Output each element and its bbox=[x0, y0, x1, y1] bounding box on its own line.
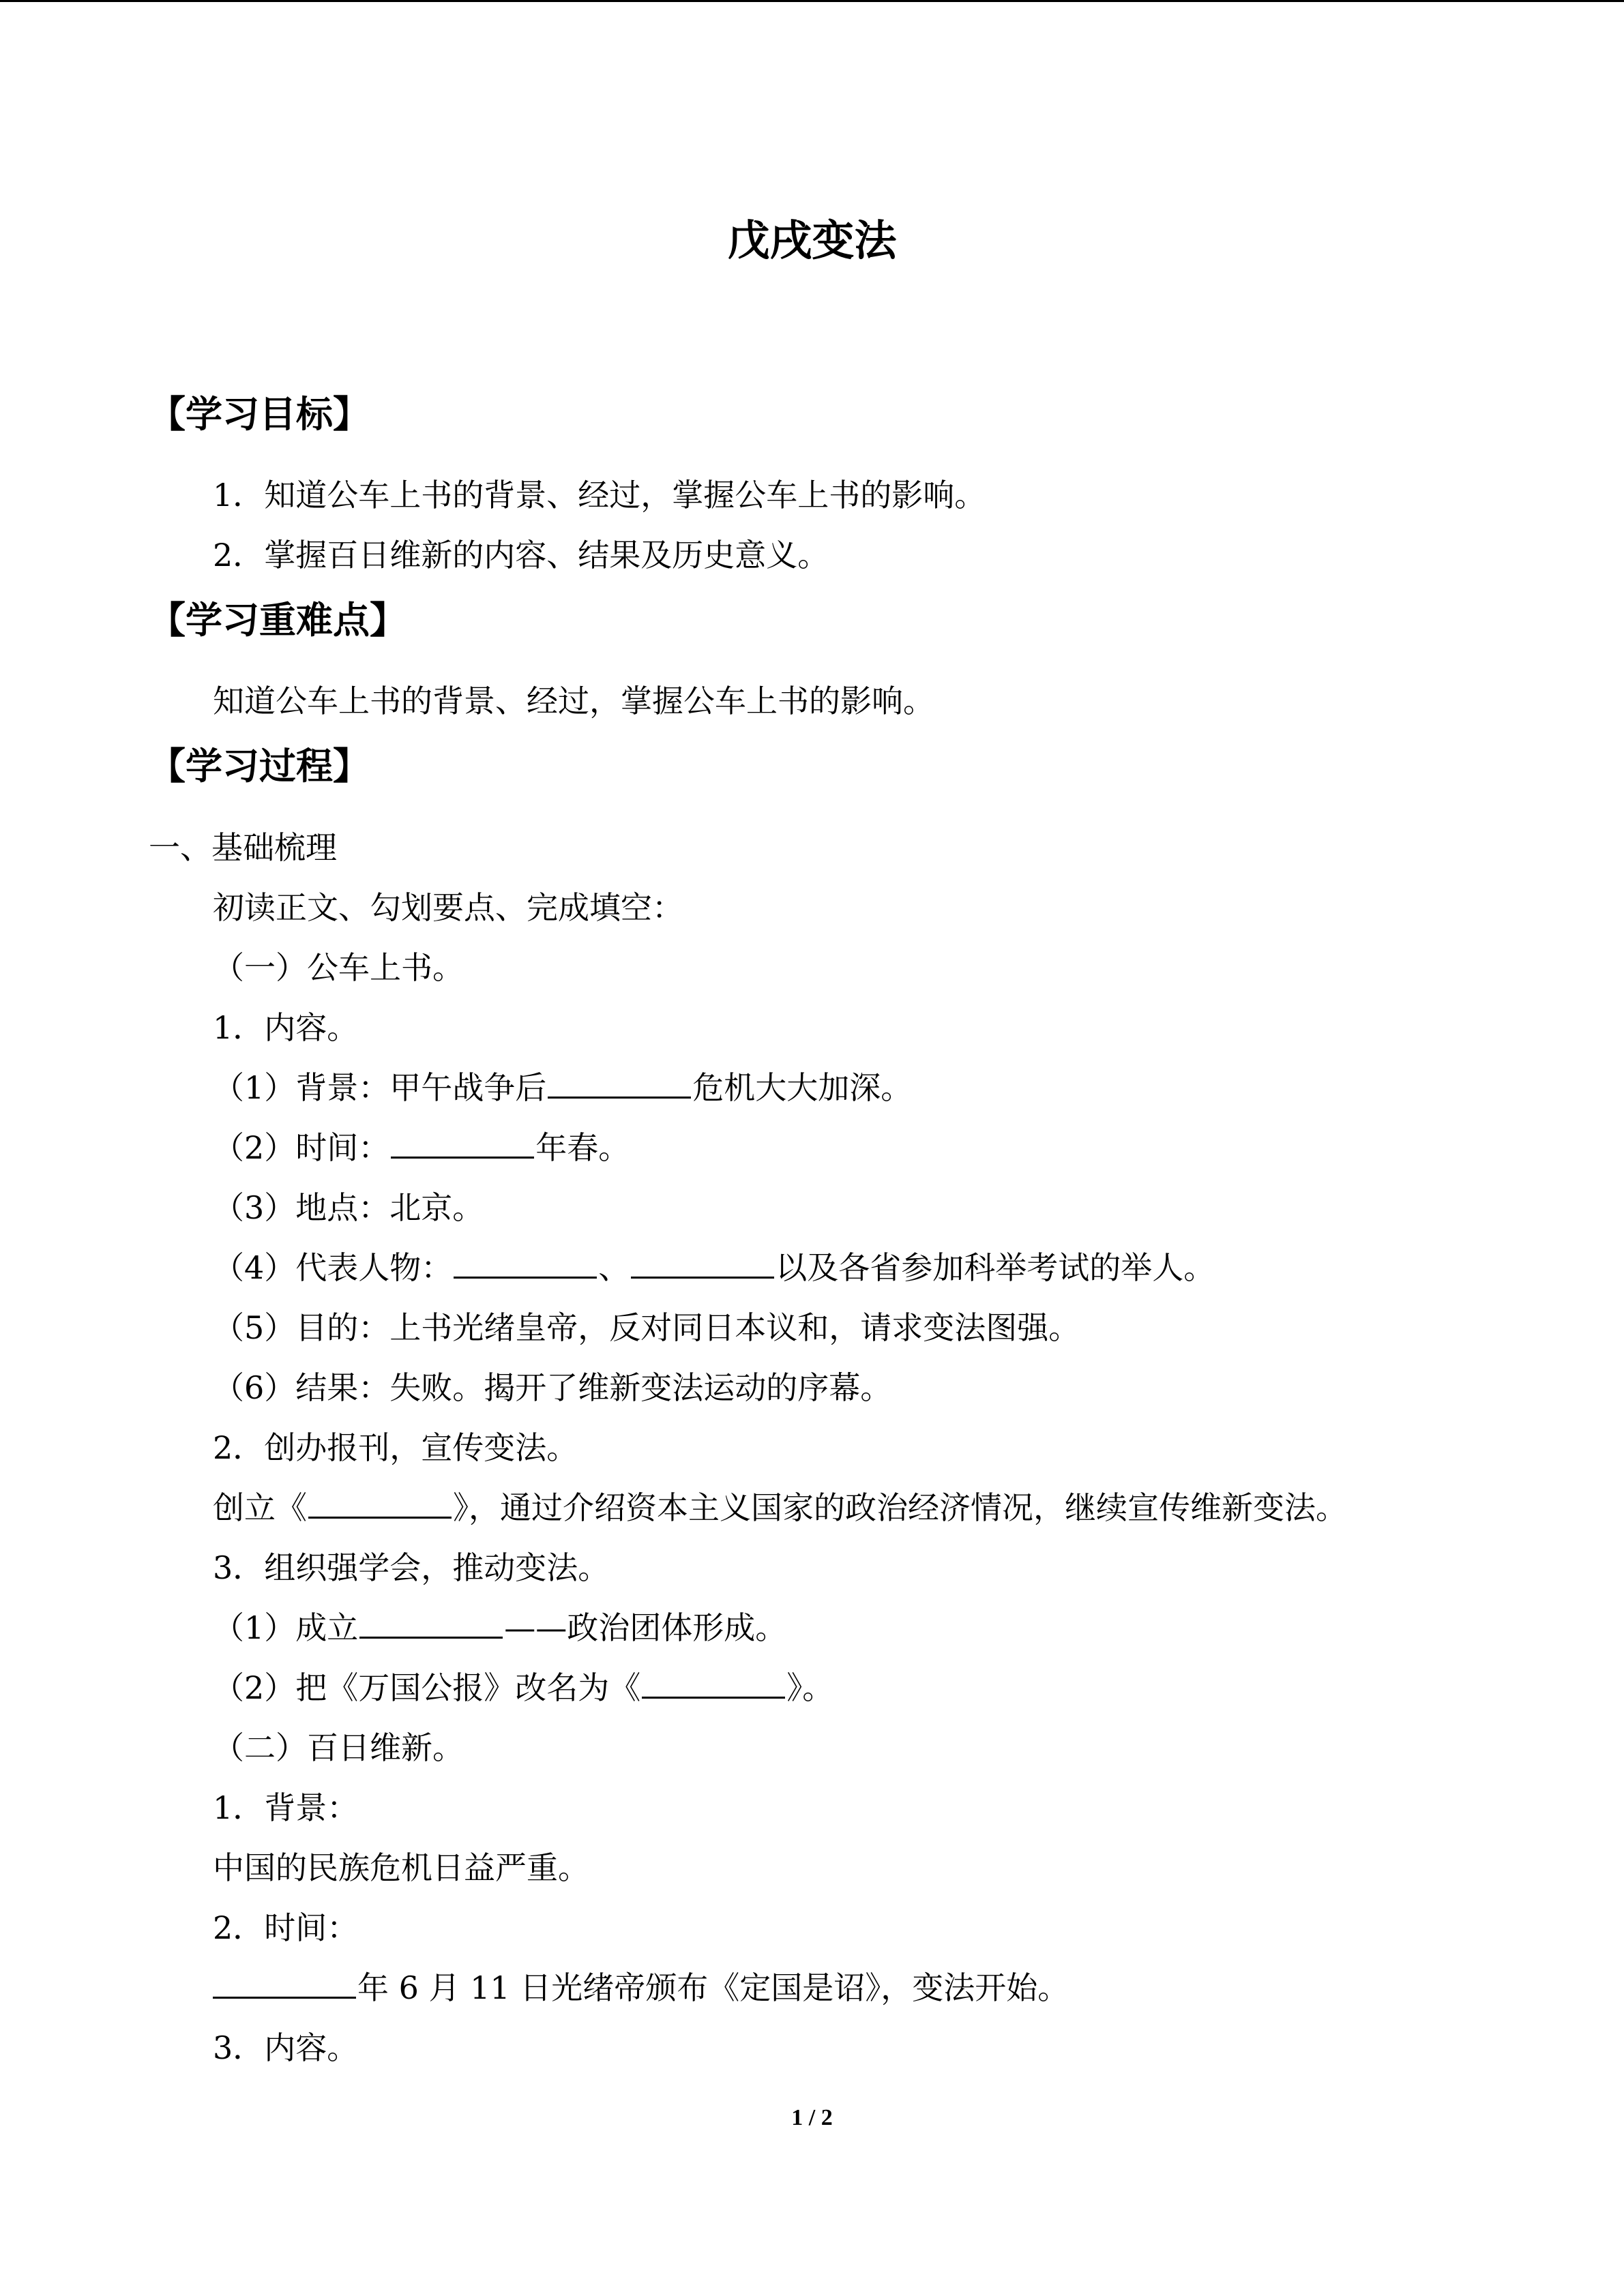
answer-blank[interactable] bbox=[213, 1968, 356, 1999]
item-society: 3．组织强学会，推动变法。 bbox=[213, 1549, 610, 1586]
answer-blank[interactable] bbox=[308, 1488, 452, 1519]
background2-text: 中国的民族危机日益严重。 bbox=[213, 1849, 589, 1886]
time2-text: 年 6 月 11 日光绪帝颁布《定国是诏》，变法开始。 bbox=[357, 1969, 1069, 2006]
background-prefix: （1）背景：甲午战争后 bbox=[213, 1069, 547, 1106]
answer-blank[interactable] bbox=[548, 1068, 691, 1099]
answer-blank[interactable] bbox=[642, 1668, 785, 1699]
heading-key-points: 【学习重难点】 bbox=[149, 599, 407, 642]
page-title: 戊戌变法 bbox=[727, 215, 897, 265]
found-prefix: （1）成立 bbox=[213, 1609, 359, 1646]
people-prefix: （4）代表人物： bbox=[213, 1249, 453, 1286]
press-suffix: 》，通过介绍资本主义国家的政治经济情况，继续宣传维新变法。 bbox=[453, 1489, 1347, 1526]
time-prefix: （2）时间： bbox=[213, 1129, 390, 1166]
place-text: （3）地点：北京。 bbox=[213, 1189, 484, 1226]
fill-line-found bbox=[213, 1606, 786, 1650]
part-hundred-days-title: （二）百日维新。 bbox=[213, 1729, 464, 1766]
people-suffix: 以及各省参加科举考试的举人。 bbox=[776, 1249, 1215, 1286]
found-suffix: ——政治团体形成。 bbox=[504, 1609, 787, 1646]
answer-blank[interactable] bbox=[454, 1248, 597, 1279]
item-content: 1．内容。 bbox=[213, 1009, 359, 1046]
purpose-text: （5）目的：上书光绪皇帝，反对同日本议和，请求变法图强。 bbox=[213, 1309, 1080, 1346]
time2-label: 2．时间： bbox=[213, 1909, 359, 1946]
fill-line-rename bbox=[213, 1666, 833, 1710]
top-border bbox=[0, 0, 1624, 2]
fill-line-time bbox=[213, 1126, 630, 1169]
fill-line-time2 bbox=[213, 1966, 1069, 2010]
content-label: 3．内容。 bbox=[213, 2029, 359, 2066]
page-number: 1 / 2 bbox=[791, 2105, 833, 2130]
answer-blank[interactable] bbox=[391, 1128, 534, 1159]
goal-item-1: 1．知道公车上书的背景、经过，掌握公车上书的影响。 bbox=[213, 477, 986, 513]
background-suffix: 危机大大加深。 bbox=[692, 1069, 913, 1106]
key-points-text: 知道公车上书的背景、经过，掌握公车上书的影响。 bbox=[213, 683, 934, 719]
goal-item-2: 2．掌握百日维新的内容、结果及历史意义。 bbox=[213, 537, 829, 573]
section-basic-review: 一、基础梳理 bbox=[149, 829, 337, 866]
fill-line-background bbox=[213, 1066, 912, 1109]
part-gongche-title: （一）公车上书。 bbox=[213, 949, 464, 986]
result-text: （6）结果：失败。揭开了维新变法运动的序幕。 bbox=[213, 1369, 892, 1406]
heading-learning-goals: 【学习目标】 bbox=[149, 393, 370, 436]
fill-line-press bbox=[213, 1486, 1347, 1530]
item-press: 2．创办报刊，宣传变法。 bbox=[213, 1429, 578, 1466]
press-prefix: 创立《 bbox=[213, 1489, 307, 1526]
background2-label: 1．背景： bbox=[213, 1789, 359, 1826]
rename-prefix: （2）把《万国公报》改名为《 bbox=[213, 1669, 641, 1706]
answer-blank[interactable] bbox=[359, 1608, 503, 1639]
time-suffix: 年春。 bbox=[535, 1129, 630, 1166]
fill-line-people bbox=[213, 1246, 1215, 1289]
people-separator: 、 bbox=[598, 1249, 630, 1286]
heading-learning-process: 【学习过程】 bbox=[149, 745, 370, 788]
answer-blank[interactable] bbox=[631, 1248, 774, 1279]
rename-suffix: 》。 bbox=[786, 1669, 834, 1706]
instruction-text: 初读正文、勾划要点、完成填空： bbox=[213, 889, 683, 926]
